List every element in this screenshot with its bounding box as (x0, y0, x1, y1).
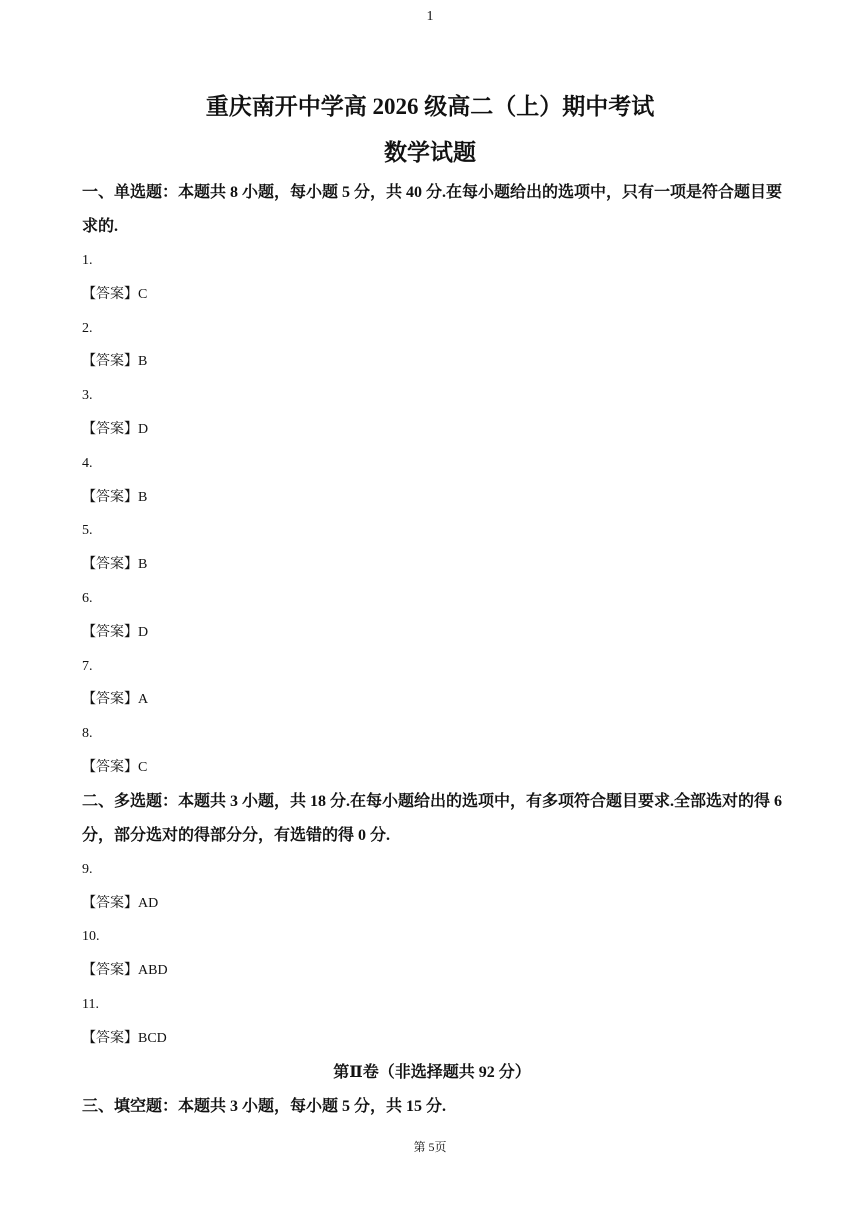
answer-value: AD (138, 895, 159, 911)
answer-line (82, 481, 782, 515)
answer-line (82, 887, 782, 921)
answer-value: B (138, 489, 148, 505)
document-subtitle: 数学试题 (384, 140, 476, 165)
answer-line (82, 278, 782, 312)
answer-value: D (138, 624, 149, 640)
answer-value: B (138, 354, 148, 370)
answer-line (82, 345, 782, 379)
document-title: 重庆南开中学高 2026 级高二（上）期中考试 (205, 94, 655, 119)
answer-label: 【答案】 (82, 759, 138, 775)
answer-label: 【答案】 (82, 963, 138, 979)
answer-label: 【答案】 (82, 286, 138, 302)
question-number: 8. (82, 726, 93, 742)
answer-label: 【答案】 (82, 692, 138, 708)
answer-value: A (138, 692, 149, 708)
footer-page-number: 第 5页 (413, 1140, 447, 1154)
question-number: 7. (82, 658, 93, 674)
answer-label: 【答案】 (82, 624, 138, 640)
answer-label: 【答案】 (82, 1030, 138, 1046)
answer-line (82, 751, 782, 785)
answer-label: 【答案】 (82, 489, 138, 505)
answer-value: D (138, 421, 149, 437)
answer-line (82, 1022, 782, 1056)
answer-line (82, 954, 782, 988)
answer-label: 【答案】 (82, 895, 138, 911)
answer-line (82, 683, 782, 717)
answer-line (82, 616, 782, 650)
answer-value: ABD (138, 963, 168, 979)
question-number: 6. (82, 590, 93, 606)
answer-value: B (138, 557, 148, 573)
answer-value: C (138, 286, 148, 302)
answer-label: 【答案】 (82, 354, 138, 370)
answer-line (82, 548, 782, 582)
question-number: 2. (82, 320, 93, 336)
question-number: 1. (82, 253, 93, 268)
volume-two-heading: 第Ⅱ卷（非选择题共 92 分） (333, 1063, 531, 1081)
question-number: 9. (82, 861, 93, 877)
answer-line (82, 413, 782, 447)
document-body (82, 176, 782, 1124)
answer-value: BCD (138, 1030, 167, 1046)
answer-label: 【答案】 (82, 557, 138, 573)
section-heading-single-choice: 一、单选题：本题共 8 小题，每小题 5 分，共 40 分.在每小题给出的选项中，只有一项是符合题目要求的. (82, 184, 783, 235)
question-number: 5. (82, 523, 93, 539)
section-heading-fill-in: 三、填空题：本题共 3 小题，每小题 5 分，共 15 分. (82, 1097, 447, 1115)
question-number: 11. (82, 996, 99, 1012)
question-number: 3. (82, 388, 93, 404)
header-page-number: 1 (426, 9, 434, 24)
section-heading-multiple-choice: 二、多选题：本题共 3 小题，共 18 分.在每小题给出的选项中，有多项符合题目要求.全部选对的得 6 分，部分选对的得部分分，有选错的得 0 分. (82, 792, 783, 844)
answer-value: C (138, 759, 148, 775)
answer-label: 【答案】 (82, 421, 138, 437)
question-number: 10. (82, 929, 100, 945)
question-number: 4. (82, 455, 93, 471)
